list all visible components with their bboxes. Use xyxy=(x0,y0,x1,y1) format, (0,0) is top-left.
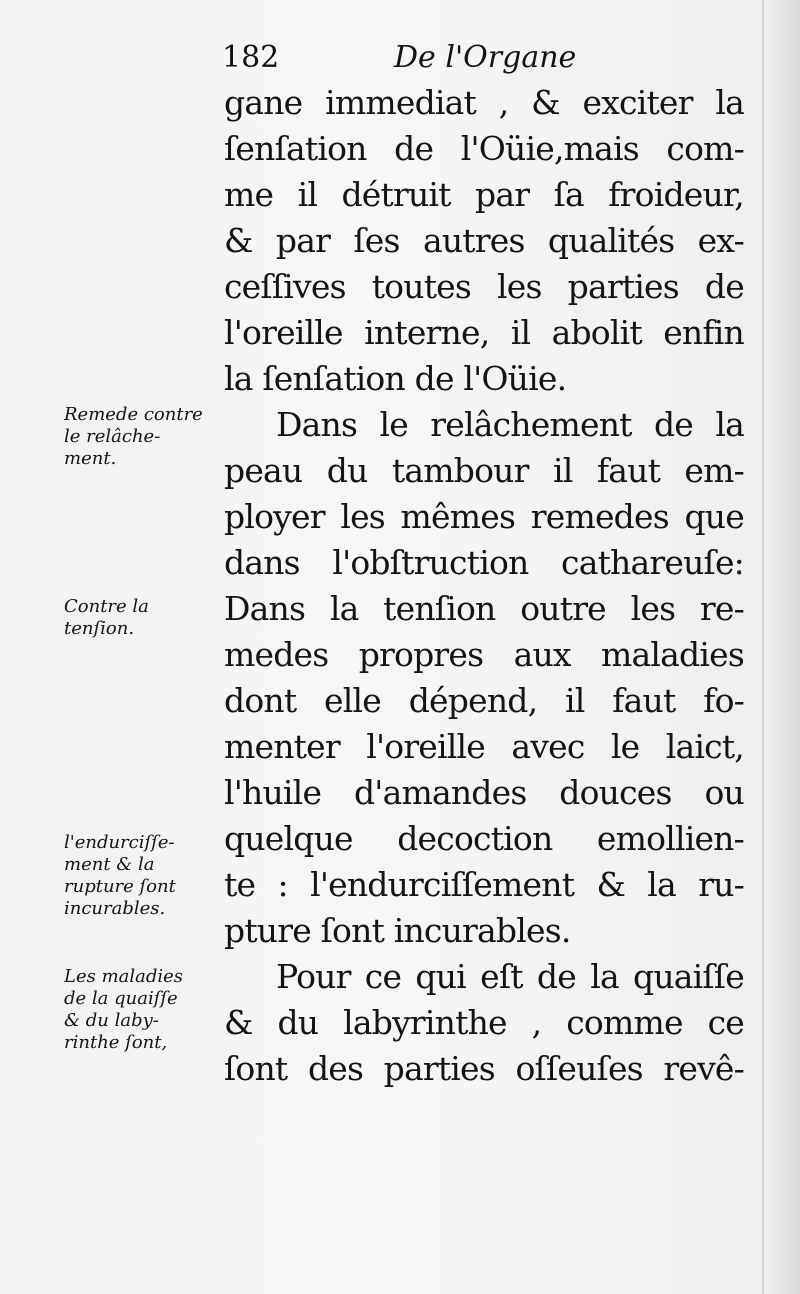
margin-note-line: Les maladies xyxy=(64,966,184,987)
text-line: l'huile d'amandes douces ou xyxy=(224,773,744,812)
margin-note-line: tenſion. xyxy=(64,618,135,639)
margin-note-tension xyxy=(64,596,214,640)
margin-note-line: incurables. xyxy=(64,898,166,919)
margin-note-line: ment & la xyxy=(64,854,155,875)
margin-note-line: de la quaiſſe xyxy=(64,988,178,1009)
margin-note-line: rupture ſont xyxy=(64,876,176,897)
margin-note-line: l'endurciſſe- xyxy=(64,832,175,853)
margin-note-line: & du laby- xyxy=(64,1010,159,1031)
text-line: ſenſation de l'Oüie,mais com- xyxy=(224,129,744,168)
margin-note-maladies xyxy=(64,966,214,1054)
text-line: ployer les mêmes remedes que xyxy=(224,497,744,536)
text-line: pture ſont incurables. xyxy=(224,911,571,950)
text-line: quelque decoction emollien- xyxy=(224,819,744,858)
page-number: 182 xyxy=(222,40,280,75)
margin-note-line: ment. xyxy=(64,448,117,469)
text-line: ceſſives toutes les parties de xyxy=(224,267,744,306)
text-line: dans l'obſtruction cathareuſe: xyxy=(224,543,744,582)
text-line: la ſenſation de l'Oüie. xyxy=(224,359,567,398)
margin-note-line: rinthe ſont, xyxy=(64,1032,168,1053)
margin-note-remede xyxy=(64,404,214,470)
margin-note-line: Contre la xyxy=(64,596,149,617)
margin-note-line: le relâche- xyxy=(64,426,161,447)
text-line: Dans la tenſion outre les re- xyxy=(224,589,744,628)
text-line: dont elle dépend, il faut fo- xyxy=(224,681,744,720)
body-text xyxy=(224,80,744,1092)
text-line: Pour ce qui eſt de la quaiſſe xyxy=(276,957,744,996)
text-line: medes propres aux maladies xyxy=(224,635,744,674)
page-gutter-shadow xyxy=(762,0,800,1294)
margin-note-line: Remede contre xyxy=(64,404,203,425)
text-line: & du labyrinthe , comme ce xyxy=(224,1003,744,1042)
text-line: peau du tambour il faut em- xyxy=(224,451,744,490)
text-line: & par ſes autres qualités ex- xyxy=(224,221,744,260)
text-line: gane immediat , & exciter la xyxy=(224,83,744,122)
text-line: me il détruit par ſa froideur, xyxy=(224,175,744,214)
text-line: ſont des parties oſſeuſes revê- xyxy=(224,1049,744,1088)
text-line: l'oreille interne, il abolit enfin xyxy=(224,313,744,352)
text-line: te : l'endurciſſement & la ru- xyxy=(224,865,744,904)
page-header xyxy=(222,36,742,80)
text-line: Dans le relâchement de la xyxy=(276,405,744,444)
margin-note-endurcissement xyxy=(64,832,214,920)
text-line: menter l'oreille avec le laict, xyxy=(224,727,744,766)
running-title: De l'Organe xyxy=(394,40,577,75)
